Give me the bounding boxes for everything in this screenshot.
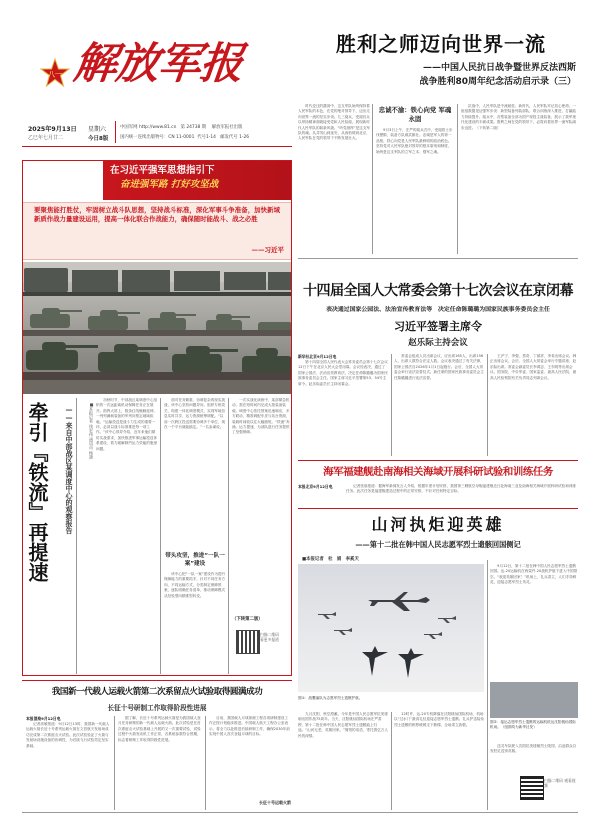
korea-col-1: 九月沈阳，秋空澄澈。今年是中国人民志愿军抗美援朝出国作战75周年。当天，沈阳桃仙国际机场庄严肃穆，第十二批在韩中国人民志愿军烈士遗骸踏上归途。“山河无恙，英雄回家。”简短的话语，寄托着亿万人民的深情。 [298,712,388,738]
aircraft-formation-illustration [298,564,484,692]
korea-photo-caption [298,696,484,708]
banner-line-1: 在习近平强军思想指引下 [110,165,215,176]
korea-caption-2: 图②：接运志愿军烈士遗骸的运输机抵达沈阳桃仙国际机场。（组图均为新华社发） [490,720,576,730]
feature-qr-code[interactable] [236,630,260,654]
train-tanks-illustration [22,262,292,394]
rocket-col-1: 记者高敏报道：9月12日13时，我国新一代载人运载火箭长征十号系列运载火箭在文昌航天发射场成功完成第二次系留点火试验。此次试验验证了火箭与发射场设施设备的协调性，为后续飞行试验奠定坚实基础。 [26,722,110,748]
korea-col-right: 9月12日，第十二批在韩中国人民志愿军烈士遗骸回国。运-20运输机在两架歼-20战机护航下进入中国领空。“欢迎英雄回家！”机场上，礼兵肃立，人们手持鲜花，迎接志愿军烈士英灵。 [490,564,578,585]
navy-dateline: 本报北京9月12日电 [298,484,333,489]
feature-jump[interactable]: （下转第二版） [232,617,263,622]
feature-section-head: 带头攻坚，推进“一队一案”建设 [165,553,225,567]
rocket-col-3: 目前，我国载人月球探测工程各项研制建设工作正按计划稳步推进。中国载人航天工程办公室表示，将全力以赴推进后续研制工作，确保2030年前实现中国人首次登陆月球的目标。 [209,716,291,737]
masthead-info-2 [120,134,290,140]
feature-byline: ■本报记者 钱宏伟 通讯员 杨潇 [89,402,94,459]
banner-line-2: 奋进强军路 打好攻坚战 [120,179,219,190]
publisher: 解放军报社出版 [211,125,243,130]
korea-caption-1: 图①：战鹰编队为志愿军烈士遗骸护航。 [298,696,363,700]
rocket-title[interactable]: 我国新一代载人运载火箭第二次系留点火试验取得圆满成功 [51,687,263,697]
issue-date: 2025年9月13日 [28,126,77,133]
top-story-col-2: 9月3日上午，庄严的阅兵式中，受阅将士步伐铿锵，装备方队威武雄壮。忠诚是军人的第一品格，铁心向党是人民军队最鲜明的政治底色。坚持党对人民军队绝对领导的根本原则和制度，始终是这支军队的立军之本、强军之魂。 [376,128,453,154]
rocket-subtitle: 长征十号研制工作取得阶段性进展 [107,704,207,712]
feature-title[interactable]: 牵引『铁流』再提速 [25,402,49,582]
npc-title[interactable]: 十四届全国人大常委会第十七次会议在京闭幕 [303,283,573,299]
rocket-col-2: 据了解，长征十号系列运载火箭是为我国载人登月任务研制的新一代载人运载火箭。此次试验是在首次系留点火试验基础上开展的又一次重要试验，试验过程中火箭发动机工作正常，各系统参数符合预期，标志着研制工作取得阶段性进展。 [118,716,201,742]
feature-col-3: 一次实战化演练中，某部紧急机动，需在短时间内完成大批装备装载。调度中心依托预案迅速响应，多方联动，精准调配车皮与站台资源，装载时间较以往大幅缩短。“铁流”奔涌，运力提速，为部队遂行任务提供了坚强保障。 [232,398,290,435]
npc-dateline: 新华社北京9月12日电 [298,354,337,359]
cn-number: 国内统一连续出版物号：CN 11-0001 [120,135,195,140]
korea-photo-2-caption [490,720,578,742]
page-count: 今日8版 [88,136,109,142]
feature-subtitle: ——来自中部战区某调度中心的观察报告 [65,406,73,534]
npc-col-2: 常委会组成人员出席会议，应出席165人，出席156人，出席人数符合法定人数。会议表决通过了有关法律，国家公园法自2026年1月1日起施行。会后，全国人大常委会举行宪法宣誓仪式。新任命的国家民族事务委员会主任陈璐璐进行宪法宣誓。 [394,354,484,380]
issue-weekday: 星期六 [88,126,107,133]
quote-text: 要聚焦能打胜仗，牢固树立战斗队思想，坚持战斗标准，深化军事斗争准备，加快新域新质作战力量建设运用，提高一体化联合作战能力，确保随时能战斗、战之必胜 [34,206,280,224]
navy-body: 记者张晗报道：据海军新闻发言人介绍，根据年度计划安排，我国第三艘航空母舰福建舰近日赴海南三亚及南海相关海域开展科研试验和训练任务。此次任务是福建舰建造过程中的正常安排，不针对任何特定目标。 [346,484,576,494]
quote-attribution: ——习近平 [251,246,284,254]
top-story-col-1: 时代变迁的激荡中，这支军队始终保持着人民军队的本色，在党的绝对领导下，迈出走向世界一流的坚实步伐。九三阅兵，受阅官兵以昂扬精神面貌接受党和人民检阅，展现新时代人民军队的崭新风貌。“听党指挥”是这支军队的魂。从井冈山到延安，从西柏坡到北京，人民军队在党的领导下不断发展壮大。 [298,104,370,141]
navy-title[interactable]: 海军福建舰赴南海相关海域开展科研试验和训练任务 [323,466,553,478]
rocket-footer-label: 长征十号运载火箭 [259,800,291,805]
npc-subhead-3: 赵乐际主持会议 [408,338,468,348]
korea-subtitle: ——第十二批在韩中国人民志愿军烈士遗骸回国侧记 [355,540,521,549]
feature-qr-label: 扫描二维码 看更多报道 [260,632,279,642]
korea-qr-label: 扫描二维码 观看视频 [544,778,576,788]
svg-text:八一: 八一 [48,70,62,79]
korea-title[interactable]: 山河执炬迎英雄 [371,515,505,534]
column-header: 忠诚不渝：铁心向党 军魂永固 [378,106,452,123]
top-story-subtitle-2: 战争胜利80周年纪念活动启示录（三） [419,77,576,87]
army-emblem-icon [40,58,70,88]
korea-col-right-2: 送灵车队驶入沈阳抗美援朝烈士陵园，沿途群众自发驻足送别英雄。 [490,744,577,754]
masthead-logo: 解放军报 [71,39,245,89]
npc-subhead-1: 表决通过国家公园法、法治宣传教育法等 决定任命陈璐璐为国家民族事务委员会主任 [326,307,550,313]
feature-col-2b: 该中心把“一队一案”建设作为提升保障能力的重要抓手，针对不同任务方向、不同运输方式，分类制定保障预案，逐队明确任务清单，推动保障模式从经验型向精准型转变。 [164,572,226,598]
korea-qr-code[interactable] [520,776,544,800]
npc-col-1: 第十四届全国人民代表大会常务委员会第十七次会议12日下午在北京人民大会堂闭幕。会议经表决，通过了国家公园法、法治宣传教育法，决定任命陈璐璐为国家民族事务委员会主任。国家主席习近平签署第53、54号主席令。赵乐际委员长主持闭幕会。 [298,360,388,386]
top-story-col-3: 抗战中，人民军队是中流砥柱；新时代，人民军队牢记初心使命。一组组数据见证强军步伐：新型装备列装部队，联合训练深入推进，打赢能力持续提升。阅兵中，各型装备全部为国产现役主战装备，展示了我军现代化建设的丰硕成果。胜利之师在党的领导下，必将向着世界一流军队阔步迈进。（下转第二版） [461,104,576,130]
top-story-subtitle-1: ——中国人民抗日战争暨世界反法西斯 [422,63,576,73]
feature-col-1: 初秋时节，中部战区某调度中心组织的一次远距离机动保障任务正在展开。指挥大屏上，数条红线蜿蜒延伸，一列列满载装备的军列向预定地域疾驰。“运输投送是战斗力生成的重要一环，必须以战斗标准推进每一项工作。”该中心领导介绍，近年来他们紧盯实战需求，加快推进军事运输投送体系建设，着力破解制约运力效能的瓶颈问题。 [96,398,158,451]
feature-photo [22,262,292,394]
postal-code: 邮发代号 1-26 [220,135,250,140]
korea-byline: ■本报记者 杜 娟 李奚天 [302,557,359,562]
code-number: 代号1-14 [197,135,216,140]
top-story-title[interactable]: 胜利之师迈向世界一流 [336,32,546,56]
npc-col-3: 王沪宁、李强、蔡奇、丁薛祥、李希出席会议。韩正出席会议。会后，全国人大常委会举行专题讲座，赵乐际出席。常委会副委员长李鸿忠、王东明等出席会议。国务院、中央军委、国家监委、最高人民法院、最高人民检察院有关负责同志列席会议。 [490,354,577,380]
korea-photo-2 [490,682,578,718]
website: 中国军网 http://www.81.cn [120,125,177,130]
lunar-date: 乙巳年七月廿二 [28,135,64,141]
korea-col-2: 12时许，运-20专机降落在沈阳桃仙国际机场，机场以“过水门”最高礼仪迎接志愿军烈士遗骸。礼兵护送装殓烈士遗骸的棺椁缓缓走下舷梯，全场肃立致敬。 [394,712,484,727]
npc-subhead-2: 习近平签署主席令 [394,320,482,333]
masthead-info-1 [120,124,290,130]
feature-col-2: 面对任务繁重、协调复杂的现实挑战，该中心坚持问题导向，组织专班攻关，构建一体化调度模式，实现军地信息实时共享、运力资源统筹调配。“以前一次跨区投送需要协调多个单位，现在一个平台就能搞定。”一名参谋说。 [164,398,226,430]
rocket-dateline: 本报酒泉9月12日电 [26,716,61,721]
issue-number: 第 24738 期 [180,125,207,130]
korea-photo [298,564,484,692]
